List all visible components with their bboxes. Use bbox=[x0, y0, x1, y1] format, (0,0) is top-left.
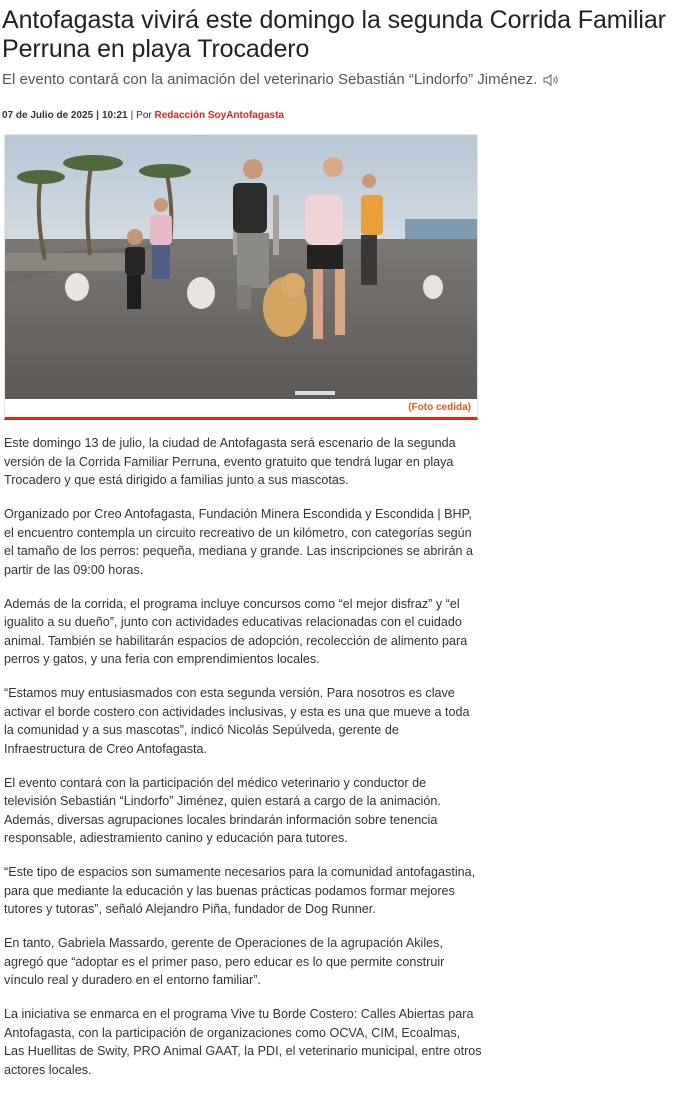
author-link[interactable]: Redacción SoyAntofagasta bbox=[154, 110, 284, 121]
article-subtitle: El evento contará con la animación del veterinario Sebastián “Lindorfo” Jiménez. bbox=[2, 71, 538, 88]
article-title: Antofagasta vivirá este domingo la segunda Corrida Familiar Perruna en playa Trocadero bbox=[2, 6, 666, 63]
by-label: Por bbox=[136, 110, 152, 121]
article-meta bbox=[2, 110, 284, 121]
article-paragraph: Organizado por Creo Antofagasta, Fundación Minera Escondida y Escondida | BHP, el encuentro contempla un circuito recreativo de un kilómetro, con categorías según el tamaño de los perros: pequeña, mediana y grande. Las inscripciones se abrirán a partir de las 09:00 horas. bbox=[4, 507, 474, 577]
publish-time: 10:21 bbox=[101, 110, 128, 121]
article-paragraph: El evento contará con la participación del médico veterinario y conductor de televisión Sebastián “Lindorfo” Jiménez, quien estará a cargo de la animación. Además, diversas agrupaciones locales brindarán información sobre tenencia responsable, adiestramiento canino y educación para tutores. bbox=[4, 775, 441, 845]
article-paragraph: “Este tipo de espacios son sumamente necesarios para la comunidad antofagastina, para que mediante la educación y las buenas prácticas podamos formar mejores tutores y tutoras”, señaló Alejandro Piña, fundador de Dog Runner. bbox=[4, 865, 476, 916]
article-paragraph: “Estamos muy entusiasmados con esta segunda versión. Para nosotros es clave activar el borde costero con actividades inclusivas, y esta es una que mueve a toda la comunidad y a sus mascotas”, indicó Nicolás Sepúlveda, gerente de Infraestructura de Creo Antofagasta. bbox=[4, 686, 470, 756]
article-paragraph: Además de la corrida, el programa incluye concursos como “el mejor disfraz” y “el igualito a su dueño”, junto con actividades educativas relacionadas con el cuidado animal. También se habilitarán espacios de adopción, recolección de alimento para perros y gatos, y una feria con emprendimientos locales. bbox=[4, 596, 468, 666]
article-subtitle-row bbox=[2, 70, 700, 90]
meta-separator: | bbox=[96, 110, 99, 121]
meta-separator: | bbox=[130, 110, 134, 121]
publish-date: 07 de Julio de 2025 bbox=[2, 110, 94, 121]
speaker-icon[interactable] bbox=[543, 73, 561, 87]
article-body bbox=[4, 434, 482, 1095]
article-figure bbox=[4, 134, 478, 420]
article-paragraph: Este domingo 13 de julio, la ciudad de Antofagasta será escenario de la segunda versión de la Corrida Familiar Perruna, evento gratuito que tendrá lugar en playa Trocadero y que está dirigido a familias junto a sus mascotas. bbox=[4, 436, 456, 487]
photo-caption: (Foto cedida) bbox=[408, 402, 471, 413]
article-paragraph: La iniciativa se enmarca en el programa Vive tu Borde Costero: Calles Abiertas para Antofagasta, con la participación de organizaciones como OCVA, CIM, Ecoalmas, Las Huellitas de Swity, PRO Animal GAAT, la PDI, el veterinario municipal, entre otros actores locales. bbox=[4, 1007, 482, 1077]
article-paragraph: En tanto, Gabriela Massardo, gerente de Operaciones de la agrupación Akiles, agregó que “adoptar es el primer paso, pero educar es lo que permite construir vínculo real y duradero en el entorno familiar”. bbox=[4, 936, 445, 987]
article-photo bbox=[5, 135, 477, 399]
